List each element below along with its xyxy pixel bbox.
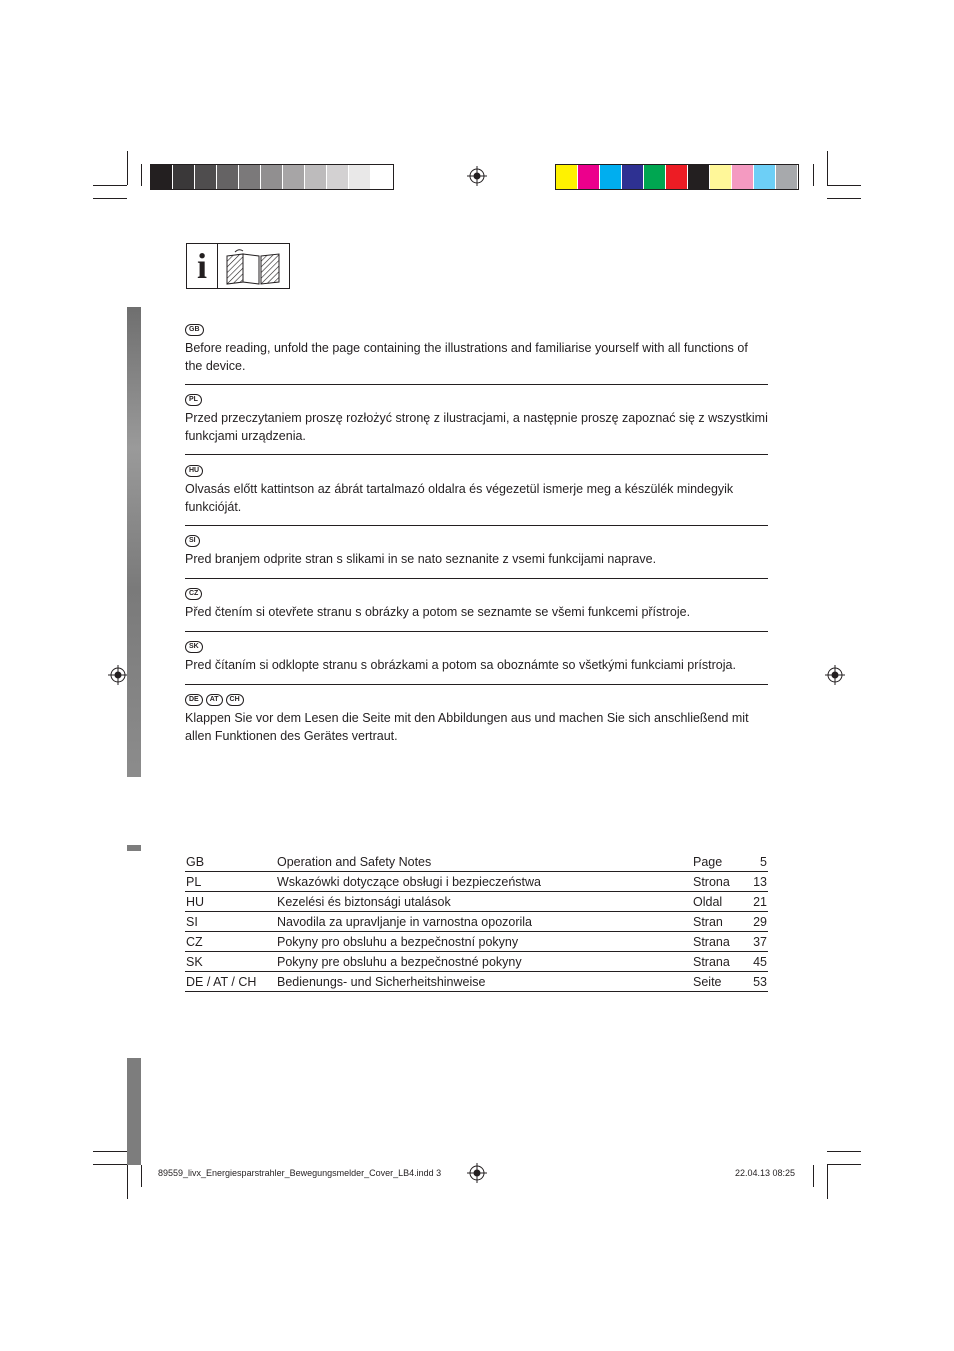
table-of-contents [185,852,768,992]
toc-row [185,872,768,892]
language-section [185,394,768,445]
footer-filename: 89559_livx_Energiesparstrahler_Bewegungsmelder_Cover_LB4.indd 3 [158,1168,442,1178]
language-badge: CZ [185,588,202,600]
color-swatch [195,165,217,189]
crop-mark [827,198,861,199]
section-divider [185,384,768,385]
color-swatch [732,165,754,189]
language-badge: GB [185,324,204,336]
crop-mark [827,1151,861,1152]
color-swatch [151,165,173,189]
toc-title: Bedienungs- und Sicherheitshinweise [277,975,486,989]
color-swatch [754,165,776,189]
crop-mark [93,1164,127,1165]
section-text: Pred branjem odprite stran s slikami in se nato seznanite z vsemi funkcijami naprave. [185,552,657,566]
toc-title: Pokyny pro obsluhu a bezpečnostní pokyny [277,935,519,949]
color-swatch [371,165,393,189]
color-swatch [283,165,305,189]
registration-mark-icon [825,665,845,685]
toc-row [185,912,768,932]
registration-mark-icon [108,665,128,685]
toc-language-code: SI [186,915,198,929]
color-swatch [666,165,688,189]
crop-mark [127,151,128,185]
section-divider [185,578,768,579]
color-swatch [776,165,798,189]
language-badge: DE [185,694,203,706]
language-section [185,641,768,674]
language-badge: PL [185,394,202,406]
language-section [185,324,768,375]
section-divider [185,631,768,632]
color-swatch [217,165,239,189]
toc-page-word: Seite [693,975,722,989]
crop-mark [127,1165,128,1199]
section-text: Olvasás előtt kattintson az ábrát tartalmazó oldalra és végezetül ismerje meg a készülék mindegyik funkcióját. [185,482,734,514]
toc-language-code: HU [186,895,205,909]
toc-page-number: 21 [753,895,767,909]
registration-mark-icon [467,166,487,186]
info-icon [187,244,218,288]
color-swatch [556,165,578,189]
language-badge: HU [185,465,203,477]
language-badge: SI [185,535,200,547]
crop-mark [813,164,814,186]
color-swatch [578,165,600,189]
section-divider [185,525,768,526]
color-swatch [239,165,261,189]
toc-page-number: 29 [753,915,767,929]
crop-mark [827,185,861,186]
language-badge: SK [185,641,203,653]
crop-mark [827,1165,828,1199]
section-text: Klappen Sie vor dem Lesen die Seite mit den Abbildungen aus und machen Sie sich anschließend mit allen Funktionen des Gerätes vertraut. [185,711,749,743]
color-swatch [600,165,622,189]
language-section [185,588,768,621]
toc-row [185,932,768,952]
toc-page-word: Strana [693,955,730,969]
crop-mark [813,1165,814,1187]
toc-page-word: Stran [693,915,723,929]
color-swatch [644,165,666,189]
toc-language-code: CZ [186,935,203,949]
grayscale-calibration-bar [150,164,394,190]
toc-row [185,952,768,972]
color-swatch [710,165,732,189]
toc-title: Operation and Safety Notes [277,855,432,869]
color-swatch [688,165,710,189]
crop-mark [141,164,142,186]
toc-language-code: PL [186,875,202,889]
crop-mark [827,1164,861,1165]
language-section [185,535,768,568]
toc-title: Navodila za upravljanje in varnostna opozorila [277,915,533,929]
crop-mark [827,151,828,185]
toc-page-word: Page [693,855,723,869]
color-swatch [173,165,195,189]
section-text: Před čtením si otevřete stranu s obrázky a potom se seznamte se všemi funkcemi přístroje. [185,605,691,619]
toc-language-code: DE / AT / CH [186,975,257,989]
color-calibration-bar [555,164,799,190]
color-swatch [622,165,644,189]
toc-page-word: Oldal [693,895,723,909]
section-divider [185,684,768,685]
crop-mark [93,185,127,186]
toc-page-number: 13 [753,875,767,889]
toc-page-word: Strana [693,935,730,949]
side-bar-small [127,845,141,851]
toc-row [185,852,768,872]
color-swatch [305,165,327,189]
toc-language-code: SK [186,955,203,969]
crop-mark [141,1165,142,1187]
footer-date: 22.04.13 08:25 [735,1168,796,1178]
section-text: Pred čítaním si odklopte stranu s obrázkami a potom sa oboznámte so všetkými funkciami prístroja. [185,658,736,672]
language-section [185,694,768,745]
language-badge: CH [226,694,244,706]
crop-mark [93,1151,127,1152]
side-bar-bottom [127,1058,141,1165]
section-divider [185,454,768,455]
registration-mark-icon [467,1163,487,1183]
side-bar-top [127,307,141,777]
toc-page-number: 5 [760,855,767,869]
toc-title: Wskazówki dotyczące obsługi i bezpieczeństwa [277,875,542,889]
toc-row [185,892,768,912]
toc-page-number: 45 [753,955,767,969]
toc-language-code: GB [186,855,205,869]
crop-mark [93,198,127,199]
toc-row [185,972,768,992]
toc-page-number: 53 [753,975,767,989]
section-text: Before reading, unfold the page containing the illustrations and familiarise yourself with all functions of the device. [185,341,748,373]
toc-page-number: 37 [753,935,767,949]
info-letter: i [196,246,207,286]
language-badge: AT [206,694,223,706]
toc-title: Pokyny pre obsluhu a bezpečnostné pokyny [277,955,522,969]
color-swatch [327,165,349,189]
color-swatch [349,165,371,189]
info-box [186,243,290,289]
foldout-page-icon [223,248,285,286]
toc-page-word: Strona [693,875,730,889]
section-text: Przed przeczytaniem proszę rozłożyć stronę z ilustracjami, a następnie proszę zapoznać się z wszystkimi funkcjami urządzenia. [185,411,768,443]
toc-title: Kezelési és biztonsági utalások [277,895,451,909]
color-swatch [261,165,283,189]
language-section [185,465,768,516]
